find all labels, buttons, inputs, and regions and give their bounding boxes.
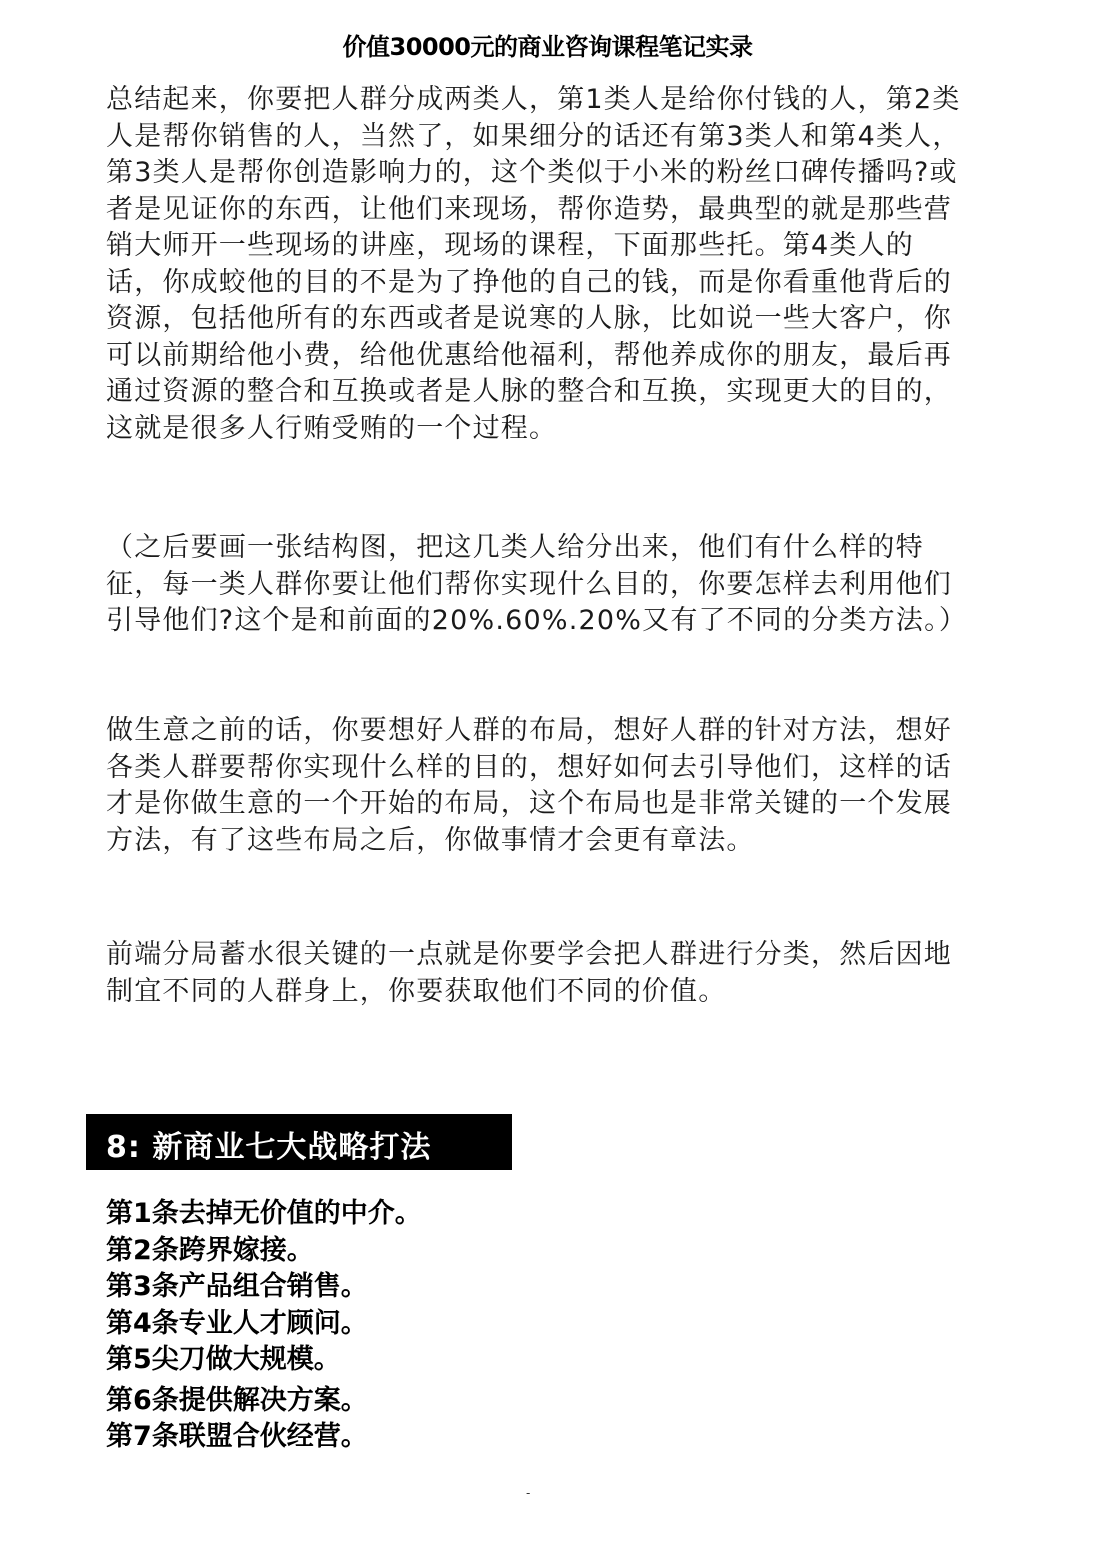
page-number-mark: - [526,1486,531,1500]
strategy-item: 第4条专业人才顾问。 [106,1307,368,1339]
strategy-item: 第7条联盟合伙经营。 [106,1421,368,1452]
page-header-title: 价值30000元的商业咨询课程笔记实录 [342,33,753,61]
strategy-item: 第3条产品组合销售。 [106,1271,368,1302]
paragraph-summary: 总结起来，你要把人群分成两类人，第1类人是给你付钱的人，第2类人是帮你销售的人，当然了，如果细分的话还有第3类人和第4类人，第3类人是帮你创造影响力的，这个类似于小米的粉丝口碑传播吗?或者是见证你的东西，让他们来现场，帮你造势，最典型的就是那些营销大师开一些现场的讲座，现场的课程，下面那些托。第4类人的话，你成蛟他的目的不是为了挣他的自己的钱，而是你看重他背后的资源，包括他所有的东西或者是说寒的人脉，比如说一些大客户，你可以前期给他小费，给他优惠给他福利，帮他养成你的朋友，最后再通过资源的整合和互换或者是人脉的整合和互换，实现更大的目的，这就是很多人行贿受贿的一个过程。 [106,84,961,444]
strategy-item: 第2条跨界嫁接。 [106,1234,314,1266]
paragraph-structure-note: （之后要画一张结构图，把这几类人给分出来，他们有什么样的特征，每一类人群你要让他们帮你实现什么目的，你要怎样去利用他们引导他们?这个是和前面的20%.60%.20%又有了不同的分类方法。） [106,532,968,636]
strategy-item: 第6条提供解决方案。 [106,1384,368,1416]
paragraph-front-end-strategy: 前端分局蓄水很关键的一点就是你要学会把人群进行分类，然后因地制宜不同的人群身上，你要获取他们不同的价值。 [106,939,952,1007]
section-heading: 8: 新商业七大战略打法 [86,1114,512,1170]
strategy-list [106,1196,422,1456]
strategy-item: 第1条去掉无价值的中介。 [106,1198,422,1229]
paragraph-business-layout: 做生意之前的话，你要想好人群的布局，想好人群的针对方法，想好各类人群要帮你实现什么样的目的，想好如何去引导他们，这样的话才是你做生意的一个开始的布局，这个布局也是非常关键的一个发展方法，有了这些布局之后，你做事情才会更有章法。 [106,715,952,856]
strategy-item: 第5尖刀做大规模。 [106,1344,341,1375]
